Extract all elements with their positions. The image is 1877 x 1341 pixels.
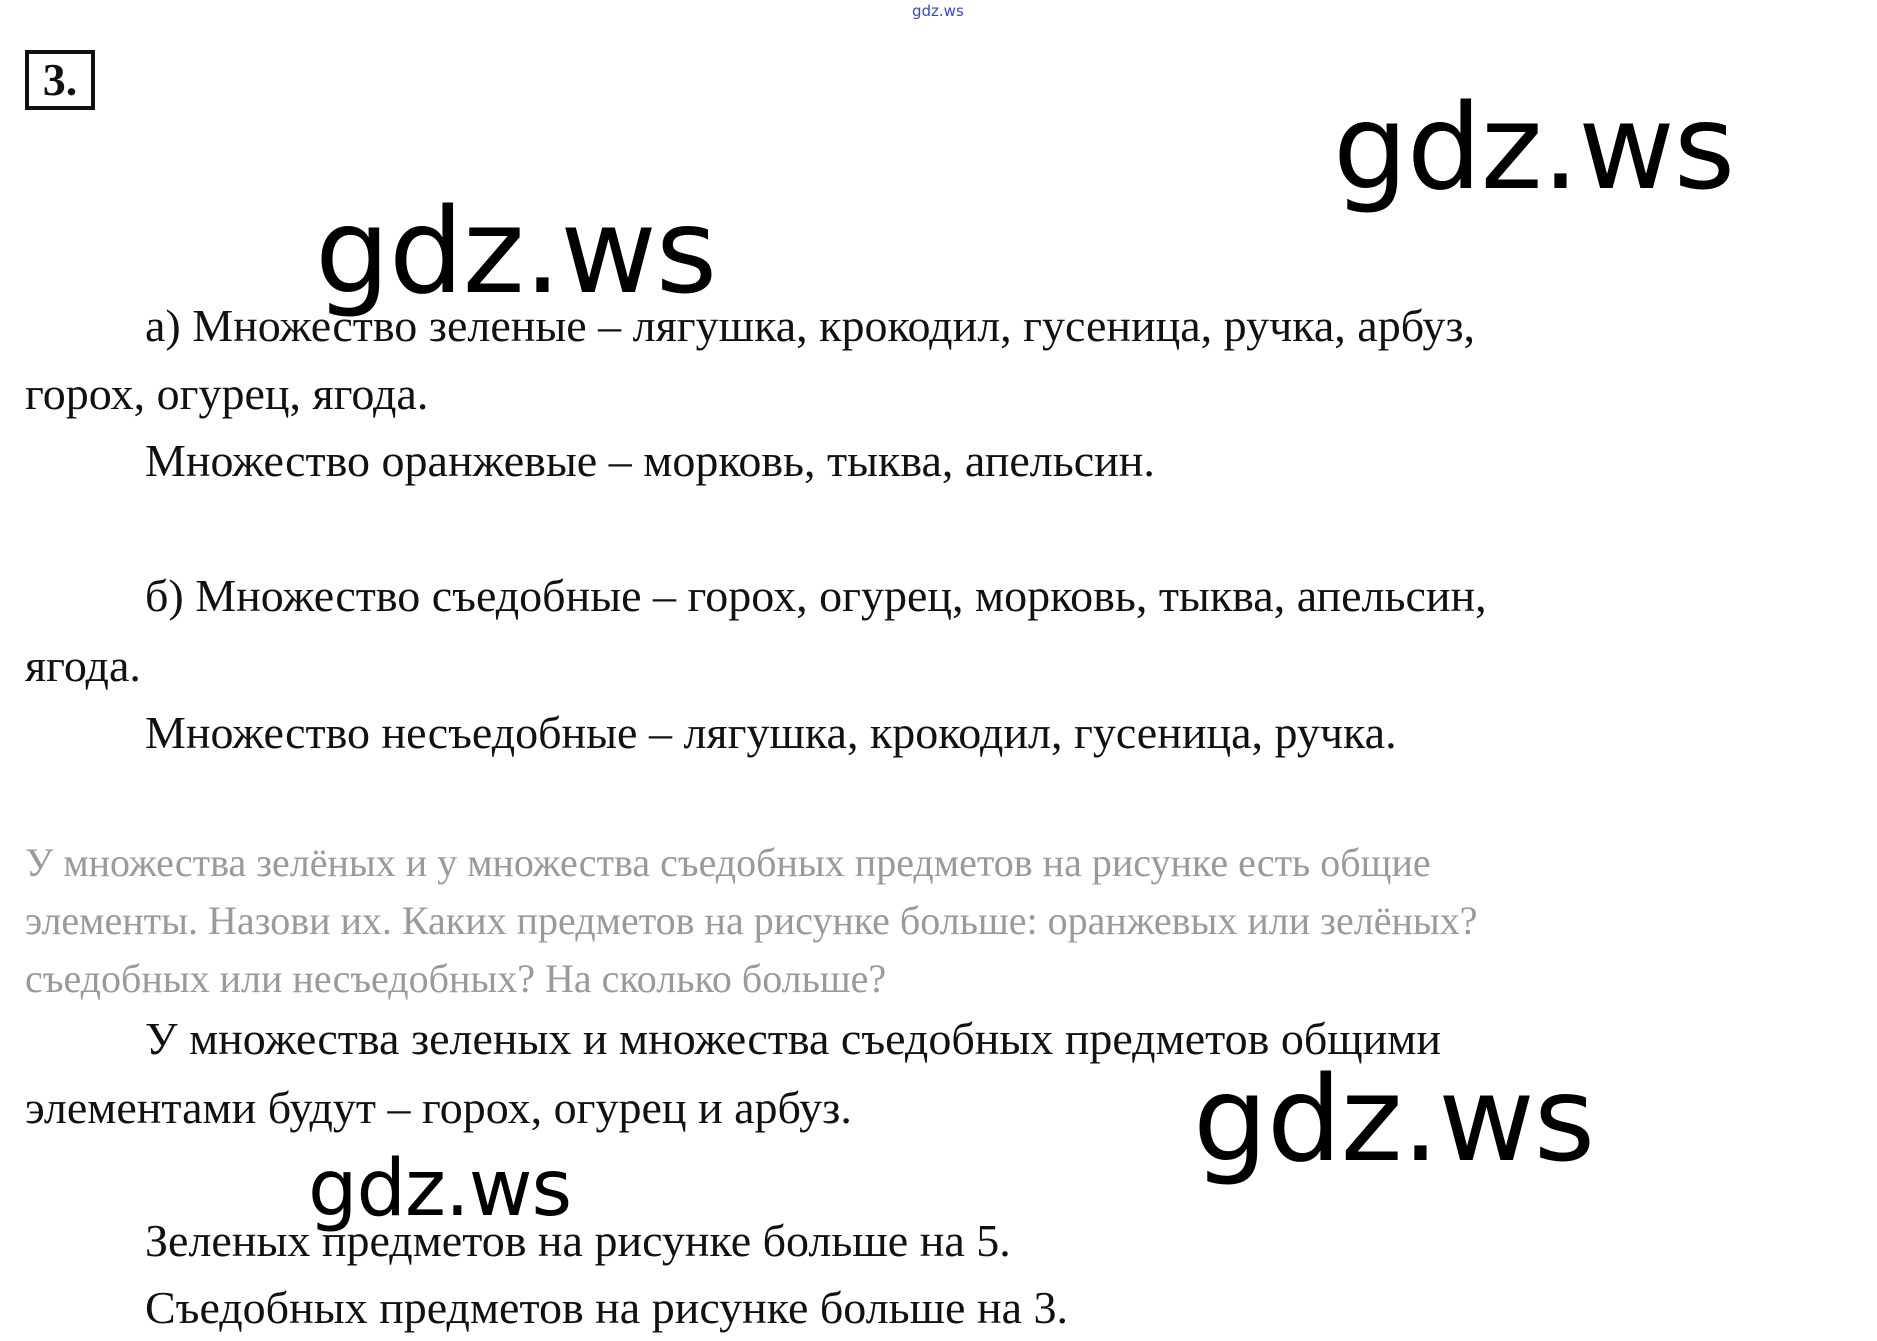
question-line: элементы. Назови их. Каких предметов на рисунке больше: оранжевых или зелёных? bbox=[25, 898, 1478, 943]
answer-a-line: Множество оранжевые – морковь, тыква, апельсин. bbox=[145, 435, 1155, 486]
question-line: съедобных или несъедобных? На сколько больше? bbox=[25, 956, 887, 1001]
site-mark: gdz.ws bbox=[912, 2, 964, 20]
task-number-box: 3. bbox=[25, 50, 95, 110]
answer-more-line: Съедобных предметов на рисунке больше на 3. bbox=[145, 1282, 1068, 1333]
watermark: gdz.ws bbox=[1333, 78, 1735, 216]
answer-more-line: Зеленых предметов на рисунке больше на 5. bbox=[145, 1215, 1011, 1266]
answer-common-line: У множества зеленых и множества съедобных предметов общими bbox=[145, 1013, 1441, 1064]
answer-a-line: горох, огурец, ягода. bbox=[25, 368, 429, 419]
answer-b-line: ягода. bbox=[25, 640, 141, 691]
question-line: У множества зелёных и у множества съедобных предметов на рисунке есть общие bbox=[25, 840, 1431, 885]
answer-a-line: а) Множество зеленые – лягушка, крокодил, гусеница, ручка, арбуз, bbox=[145, 300, 1476, 351]
watermark: gdz.ws bbox=[1193, 1050, 1595, 1188]
answer-common-line: элементами будут – горох, огурец и арбуз. bbox=[25, 1082, 852, 1133]
answer-b-line: Множество несъедобные – лягушка, крокодил, гусеница, ручка. bbox=[145, 707, 1397, 758]
watermark: gdz.ws bbox=[315, 182, 717, 320]
watermark: gdz.ws bbox=[308, 1144, 572, 1234]
answer-b-line: б) Множество съедобные – горох, огурец, морковь, тыква, апельсин, bbox=[145, 570, 1487, 621]
